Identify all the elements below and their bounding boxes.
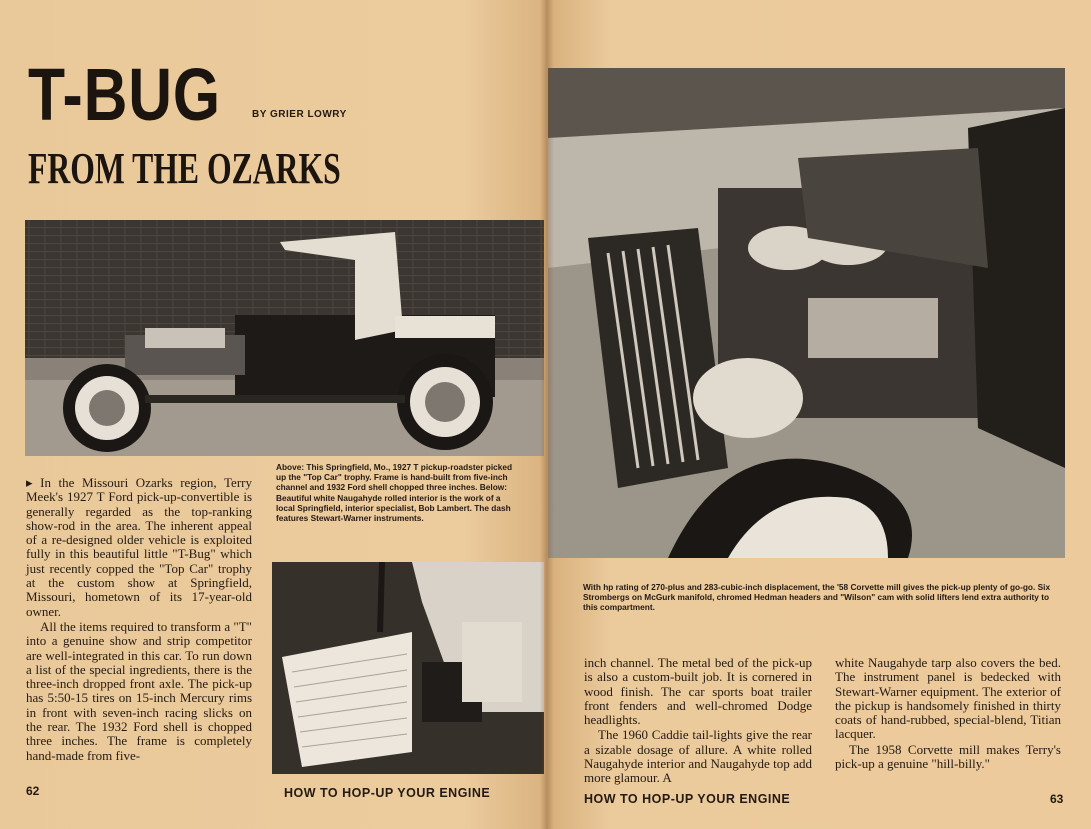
right-folio: 63 xyxy=(1050,792,1064,806)
interior-photo xyxy=(272,562,544,774)
intro-column xyxy=(26,476,252,764)
right-page xyxy=(546,0,1091,829)
col2-paragraph-1: white Naugahyde tarp also covers the bed. The instrument panel is bedecked with Stewart-Warner equipment. The exterior of the pickup is handsomely finished in thirty coats of hand-rubbed, special-blend, Titian lacquer. xyxy=(835,655,1061,742)
article-title: T-BUG xyxy=(28,53,221,136)
right-caption: With hp rating of 270-plus and 283-cubic-inch displacement, the '58 Corvette mill gives the pick-up plenty of go-go. Six Strombergs on McGurk manifold, chromed Hedman headers and "Wilson" cam with solid lifters lend extra authority to this compartment. xyxy=(583,582,1051,613)
col2-paragraph-2: The 1958 Corvette mill makes Terry's pick-up a genuine "hill-billy." xyxy=(835,741,1061,772)
page-gutter xyxy=(540,0,554,829)
paragraph-1: ▸ In the Missouri Ozarks region, Terry Meek's 1927 T Ford pick-up-convertible is generally regarded as the top-ranking show-rod in the area. The inherent appeal of a re-designed older vehicle is exploited fully in this beautiful little "T-Bug" which just recently copped the "Top Car" trophy at the custom show at Springfield, Missouri, hometown of its 17-year-old owner. xyxy=(26,475,252,619)
paragraph-2: All the items required to transform a "T" into a genuine show and strip competitor are well-integrated in this car. To run down a list of the special ingredients, there is the three-inch dropped front axle. The pick-up has 5:50-15 tires on 15-inch Mercury rims in front with seven-inch racing slicks on the rear. The 1932 Ford shell is chopped three inches. The frame is completely hand-made from five- xyxy=(26,618,252,763)
left-folio: 62 xyxy=(26,784,40,798)
right-column-2 xyxy=(835,656,1061,772)
right-column-1 xyxy=(584,656,812,787)
col1-paragraph-2: The 1960 Caddie tail-lights give the rear a sizable dosage of allure. A white rolled Naugahyde interior and Naugahyde top add more glamour. A xyxy=(584,727,812,786)
engine-photo xyxy=(548,68,1065,558)
roadster-photo xyxy=(25,220,544,456)
article-subtitle: FROM THE OZARKS xyxy=(28,144,341,193)
left-running-head: HOW TO HOP-UP YOUR ENGINE xyxy=(284,786,491,800)
left-caption: Above: This Springfield, Mo., 1927 T pickup-roadster picked up the "Top Car" trophy. Frame is hand-built from five-inch channel and 1932 Ford shell chopped three inches. Below: Beautiful white Naugahyde rolled interior is the work of a local Springfield, interior specialist, Bob Lambert. The dash features Stewart-Warner instruments. xyxy=(276,462,513,524)
right-running-head: HOW TO HOP-UP YOUR ENGINE xyxy=(584,792,791,806)
byline: BY GRIER LOWRY xyxy=(252,109,347,120)
col1-paragraph-1: inch channel. The metal bed of the pick-up is also a custom-built job. It is cornered in wood finish. The car sports boat trailer front fenders and well-chromed Dodge headlights. xyxy=(584,655,812,728)
